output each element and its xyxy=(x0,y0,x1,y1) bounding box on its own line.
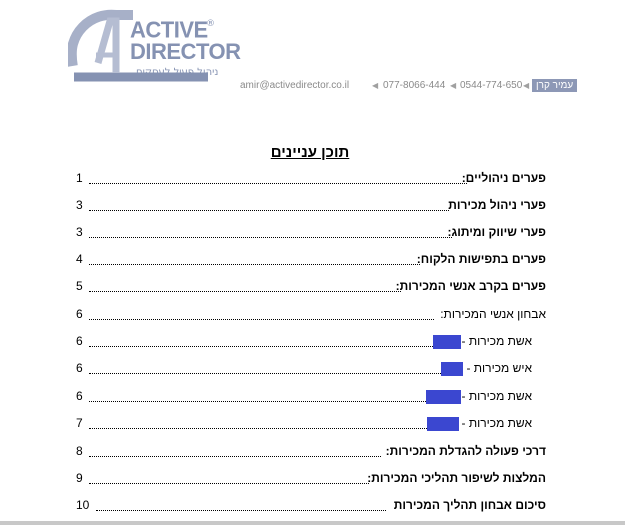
toc-entry[interactable] xyxy=(76,198,546,214)
toc-entry[interactable] xyxy=(76,471,546,487)
toc-leader-dots xyxy=(89,401,426,402)
toc-leader-dots xyxy=(89,291,401,292)
toc-entry-label: דרכי פעולה להגדלת המכירות: xyxy=(385,444,546,458)
toc-entry-sub[interactable] xyxy=(76,389,546,405)
toc-page-number: 6 xyxy=(76,361,83,375)
toc-entry-label: פערי ניהול מכירות xyxy=(448,198,546,212)
toc-page-number: 3 xyxy=(76,225,83,239)
toc-entry-label: אשת מכירות - xyxy=(461,334,532,348)
toc-entry-sub[interactable] xyxy=(76,416,546,432)
toc-leader-dots xyxy=(89,210,449,211)
logo-word-active: ACTIVE xyxy=(130,16,208,43)
toc-page-number: 7 xyxy=(76,416,83,430)
toc-page-number: 6 xyxy=(76,334,83,348)
company-logo xyxy=(68,7,241,87)
toc-entry[interactable] xyxy=(76,498,546,514)
redacted-name-block xyxy=(441,362,463,376)
toc-entry[interactable] xyxy=(76,444,546,460)
logo-word-director: DIRECTOR xyxy=(130,39,241,64)
separator-arrow-icon: ◀ xyxy=(523,81,530,90)
toc-leader-dots xyxy=(89,264,420,265)
contact-line xyxy=(240,79,585,93)
toc-entry-label: המלצות לשיפור תהליכי המכירות: xyxy=(367,471,546,485)
toc-leader-dots xyxy=(89,237,452,238)
redacted-name-block xyxy=(427,417,459,431)
toc-leader-dots xyxy=(89,183,467,184)
toc-title: תוכן עניינים xyxy=(270,144,350,161)
toc-entry-label: פערים בתפישות הלקוח: xyxy=(416,252,546,266)
toc-entry[interactable] xyxy=(76,171,546,187)
toc-entry-label: איש מכירות - xyxy=(466,361,532,375)
toc-entry-label: אשת מכירות - xyxy=(461,416,532,430)
separator-arrow-icon: ◀ xyxy=(450,81,457,90)
logo-registered-mark: ® xyxy=(206,19,215,29)
toc-leader-dots xyxy=(89,428,427,429)
toc-page-number: 5 xyxy=(76,279,83,293)
toc-entry-sub[interactable] xyxy=(76,361,546,377)
toc-entry[interactable] xyxy=(76,279,546,295)
redacted-name-block xyxy=(433,335,461,349)
toc-leader-dots xyxy=(89,319,434,320)
toc-page-number: 3 xyxy=(76,198,83,212)
toc-leader-dots xyxy=(89,483,369,484)
toc-page-number: 9 xyxy=(76,471,83,485)
toc-page-number: 6 xyxy=(76,307,83,321)
contact-phone-mobile: 0544-774-650 xyxy=(460,80,523,91)
toc-page-number: 6 xyxy=(76,389,83,403)
toc-leader-dots xyxy=(96,510,386,511)
toc-entry[interactable] xyxy=(76,252,546,268)
toc-page-number: 8 xyxy=(76,444,83,458)
toc-entry-label: אשת מכירות - xyxy=(461,389,532,403)
toc-entry-sub[interactable] xyxy=(76,334,546,350)
redacted-name-block xyxy=(426,390,461,404)
contact-name-badge: עמיר קרן xyxy=(532,79,577,92)
logo-tagline: ניהול פעיל לעסקים xyxy=(136,67,219,78)
toc-page-number: 1 xyxy=(76,171,83,185)
toc-entry-label: פערי שיווק ומיתוג: xyxy=(447,225,546,239)
contact-email: amir@activedirector.co.il xyxy=(240,80,350,91)
toc-entry[interactable] xyxy=(76,307,546,323)
toc-entry[interactable] xyxy=(76,225,546,241)
toc-page-number: 4 xyxy=(76,252,83,266)
toc-leader-dots xyxy=(89,373,441,374)
contact-phone-office: 077-8066-444 xyxy=(383,80,446,91)
toc-entry-label: סיכום אבחון תהליך המכירות xyxy=(393,498,546,512)
toc-leader-dots xyxy=(89,346,433,347)
toc-entry-label: פערים בקרב אנשי המכירות: xyxy=(395,279,546,293)
separator-arrow-icon: ◀ xyxy=(372,81,379,90)
page-bottom-edge xyxy=(0,521,625,525)
toc-entry-label: פערים ניהוליים: xyxy=(461,171,546,185)
toc-leader-dots xyxy=(89,456,381,457)
toc-entry-label: אבחון אנשי המכירות: xyxy=(440,307,546,321)
toc-page-number: 10 xyxy=(76,498,90,512)
